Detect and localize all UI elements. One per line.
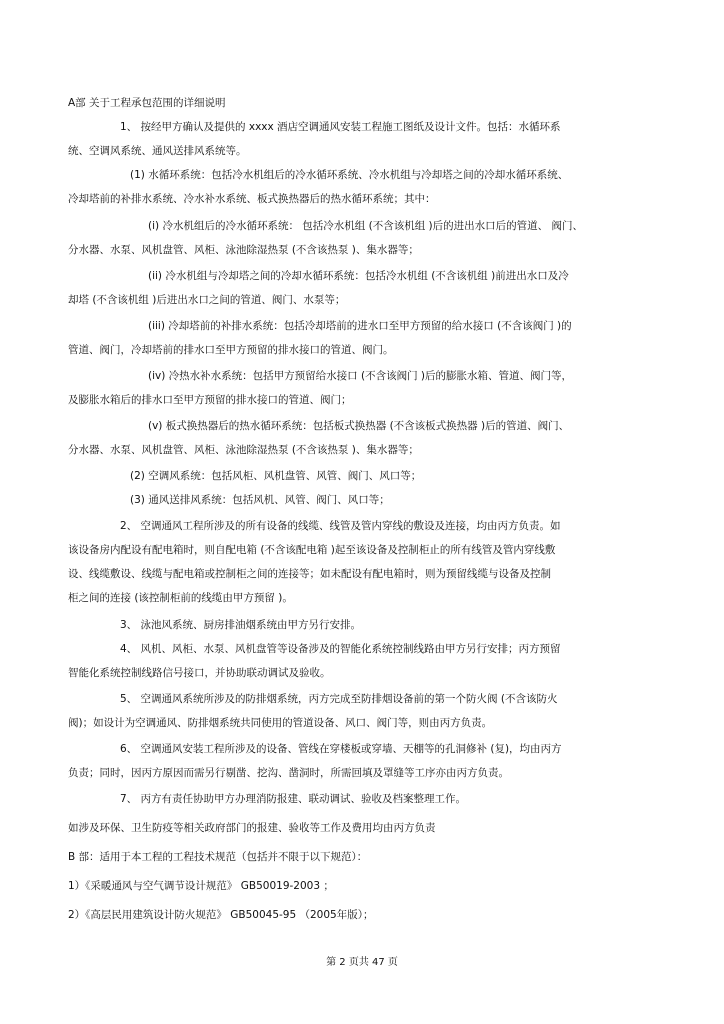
item-5-line-1: 5、 空调通风系统所涉及的防排烟系统，丙方完成至防排烟设备前的第一个防火阀 (不含该防火 bbox=[120, 693, 558, 705]
section-a-heading: A部 关于工程承包范围的详细说明 bbox=[68, 97, 226, 109]
sub-iv-line-1: (iv) 冷热水补水系统：包括甲方预留给水接口 (不含该阀门 )后的膨胀水箱、管道、阀门等， bbox=[68, 370, 656, 383]
item-6-line-1: 6、 空调通风安装工程所涉及的设备、管线在穿楼板或穿墙、天棚等的孔洞修补 (复)，均由丙方 bbox=[120, 743, 562, 755]
item-3-line: 3、 泳池风系统、厨房排油烟系统由甲方另行安排。 bbox=[120, 619, 362, 631]
sub-i-line-2: 分水器、水泵、风机盘管、风柜、泳池除湿热泵 (不含该热泵 )、集水器等； bbox=[68, 244, 656, 257]
item-1-line-2: 统、空调风系统、通风送排风系统等。 bbox=[68, 145, 656, 158]
sub-ii-line-1: (ii) 冷水机组与冷却塔之间的冷却水循环系统：包括冷水机组 (不含该机组 )前进出水口及冷 bbox=[68, 270, 656, 283]
item-2-line-3: 设、线缆敷设、线缆与配电箱或控制柜之间的连接等；如未配设有配电箱时，则为预留线缆与设备及控制 bbox=[68, 568, 656, 581]
sub-ii-line-2: 却塔 (不含该机组 )后进出水口之间的管道、阀门、水泵等； bbox=[68, 294, 656, 307]
sub-3-line: (3) 通风送排风系统：包括风机、风管、阀门、风口等； bbox=[68, 494, 656, 507]
item-4-line-2: 智能化系统控制线路信号接口，并协助联动调试及验收。 bbox=[68, 667, 331, 679]
item-1-line-1: 1、 按经甲方确认及提供的 xxxx 酒店空调通风安装工程施工图纸及设计文件。包括：水循环系 bbox=[68, 121, 656, 134]
standard-1: 1）《采暖通风与空气调节设计规范》 GB50019-2003 ； bbox=[68, 880, 334, 892]
closing-note: 如涉及环保、卫生防疫等相关政府部门的报建、验收等工作及费用均由丙方负责 bbox=[68, 822, 436, 834]
item-5-line-2: 阀)；如设计为空调通风、防排烟系统共同使用的管道设备、风口、阀门等，则由丙方负责。 bbox=[68, 717, 493, 729]
sub-i-line-1: (i) 冷水机组后的冷水循环系统： 包括冷水机组 (不含该机组 )后的进出水口后的管道、 阀门、 bbox=[68, 220, 656, 233]
page-number-footer: 第 2 页共 47 页 bbox=[326, 957, 398, 968]
standard-2: 2）《高层民用建筑设计防火规范》 GB50045-95 （2005年版）； bbox=[68, 909, 374, 921]
sub-v-line-1: (v) 板式换热器后的热水循环系统：包括板式换热器 (不含该板式换热器 )后的管道、阀门、 bbox=[68, 420, 656, 433]
sub-2-line: (2) 空调风系统：包括风柜、风机盘管、风管、阀门、风口等； bbox=[68, 470, 656, 483]
sub-iv-line-2: 及膨胀水箱后的排水口至甲方预留的排水接口的管道、阀门； bbox=[68, 394, 656, 407]
item-2-line-4: 柜之间的连接 (该控制柜前的线缆由甲方预留 )。 bbox=[68, 592, 656, 605]
sub-v-line-2: 分水器、水泵、风机盘管、风柜、泳池除湿热泵 (不含该热泵 )、集水器等； bbox=[68, 444, 656, 457]
item-2-line-2: 该设备房内配设有配电箱时，则自配电箱 (不含该配电箱 )起至该设备及控制柜止的所有线管及管内穿线敷 bbox=[68, 544, 656, 557]
sub-1-line-2: 冷却塔前的补排水系统、冷水补水系统、板式换热器后的热水循环系统；其中： bbox=[68, 193, 656, 206]
item-7-line: 7、 丙方有责任协助甲方办理消防报建、联动调试、验收及档案整理工作。 bbox=[120, 793, 467, 805]
item-6-line-2: 负责；同时，因丙方原因而需另行剔凿、挖沟、凿洞时，所需回填及罩缝等工序亦由丙方负责。 bbox=[68, 767, 509, 779]
sub-iii-line-2: 管道、阀门，冷却塔前的排水口至甲方预留的排水接口的管道、阀门。 bbox=[68, 344, 656, 357]
section-b-heading: B 部：适用于本工程的工程技术规范（包括并不限于以下规范）： bbox=[68, 851, 368, 863]
item-4-line-1: 4、 风机、风柜、水泵、风机盘管等设备涉及的智能化系统控制线路由甲方另行安排；丙方预留 bbox=[120, 643, 561, 655]
item-2-line-1: 2、 空调通风工程所涉及的所有设备的线缆、线管及管内穿线的敷设及连接，均由丙方负责。如 bbox=[68, 520, 656, 533]
sub-iii-line-1: (iii) 冷却塔前的补排水系统：包括冷却塔前的进水口至甲方预留的给水接口 (不含该阀门 )的 bbox=[68, 320, 656, 333]
sub-1-line-1: (1) 水循环系统：包括冷水机组后的冷水循环系统、冷水机组与冷却塔之间的冷却水循环系统、 bbox=[68, 169, 656, 182]
